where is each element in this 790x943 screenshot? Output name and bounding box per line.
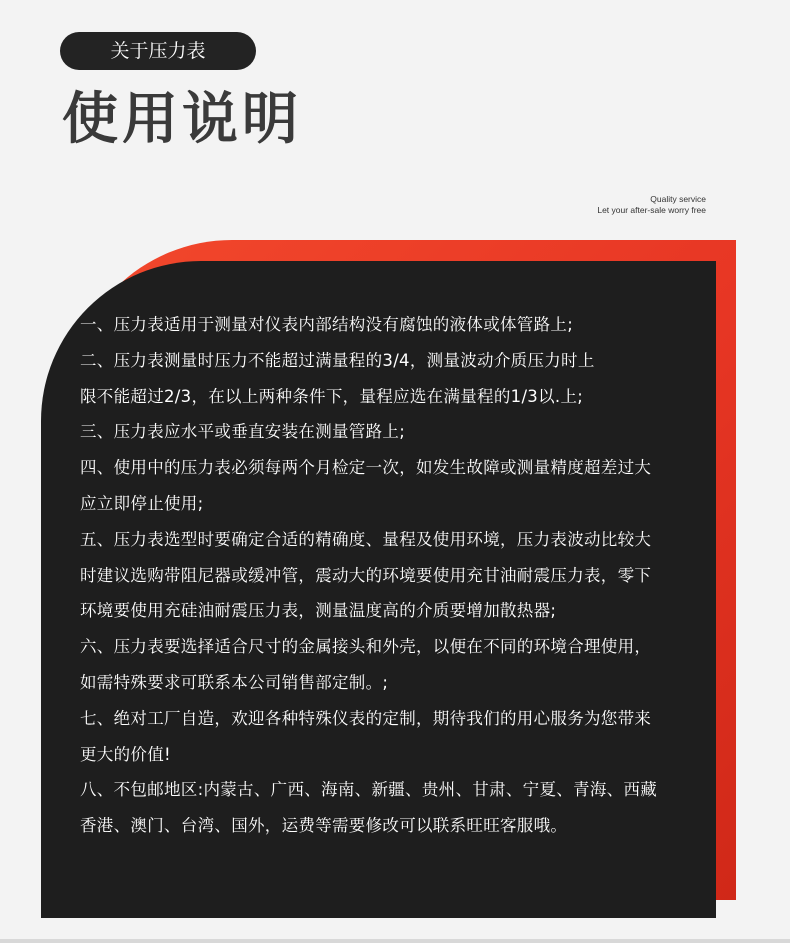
quality-service-line2: Let your after-sale worry free xyxy=(597,205,706,215)
instruction-line: 二、压力表测量时压力不能超过满量程的3/4，测量波动介质压力时上 xyxy=(80,350,595,370)
bottom-divider xyxy=(0,939,790,943)
quality-service-line1: Quality service xyxy=(650,194,706,204)
instruction-line: 四、使用中的压力表必须每两个月检定一次，如发生故障或测量精度超差过大 xyxy=(80,458,652,478)
instruction-line: 限不能超过2/3，在以上两种条件下，量程应选在满量程的1/3以.上; xyxy=(80,386,584,406)
instructions-list xyxy=(80,307,710,844)
instruction-line: 环境要使用充硅油耐震压力表，测量温度高的介质要增加散热器; xyxy=(80,601,557,621)
instruction-line: 六、压力表要选择适合尺寸的金属接头和外壳，以便在不同的环境合理使用， xyxy=(80,637,652,657)
instruction-line: 一、压力表适用于测量对仪表内部结构没有腐蚀的液体或体管路上; xyxy=(80,315,574,334)
section-tag: 关于压力表 xyxy=(60,32,256,70)
instruction-line: 五、压力表选型时要确定合适的精确度、量程及使用环境，压力表波动比较大 xyxy=(80,529,652,549)
instruction-line: 七、绝对工厂自造，欢迎各种特殊仪表的定制，期待我们的用心服务为您带来 xyxy=(80,708,652,728)
instruction-line: 如需特殊要求可联系本公司销售部定制。; xyxy=(80,672,389,692)
instruction-line: 三、压力表应水平或垂直安装在测量管路上; xyxy=(80,422,406,442)
instruction-line: 时建议选购带阻尼器或缓冲管，震动大的环境要使用充甘油耐震压力表，零下 xyxy=(80,565,652,585)
instruction-line: 应立即停止使用; xyxy=(80,493,204,513)
instruction-line: 更大的价值! xyxy=(80,744,171,764)
quality-service-caption xyxy=(597,194,706,216)
instruction-line: 香港、澳门、台湾、国外，运费等需要修改可以联系旺旺客服哦。 xyxy=(80,816,568,836)
instruction-line: 八、不包邮地区:内蒙古、广西、海南、新疆、贵州、甘肃、宁夏、青海、西藏 xyxy=(80,780,658,800)
page-title: 使用说明 xyxy=(62,87,302,152)
